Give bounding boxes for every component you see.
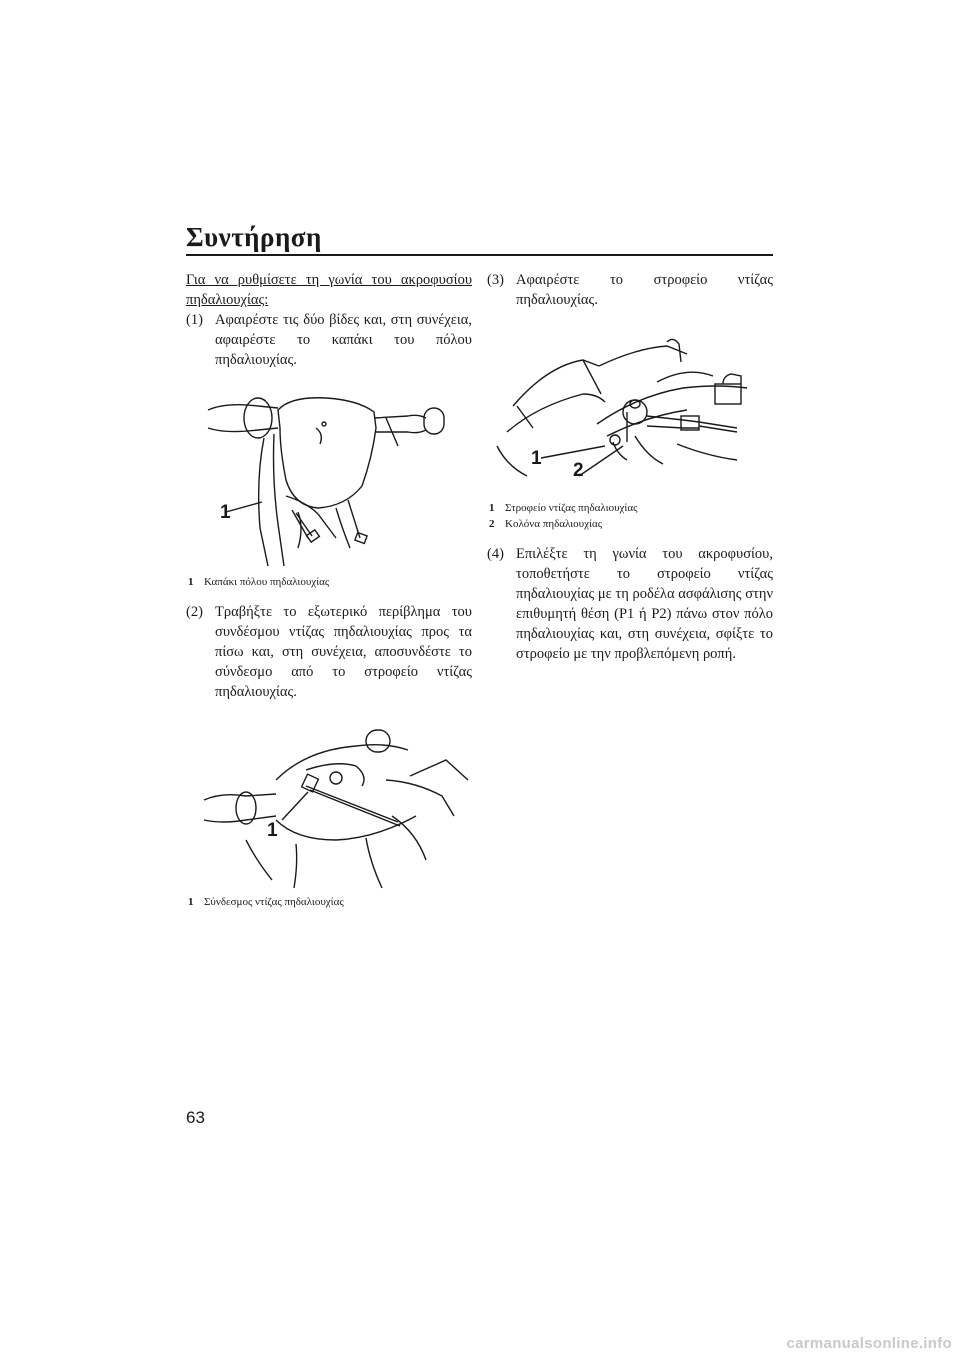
step-1 — [186, 310, 472, 370]
step-4 — [487, 544, 773, 664]
right-column — [487, 270, 773, 664]
step-2 — [186, 602, 472, 702]
step-4-number: (4) — [487, 546, 504, 562]
steering-cable-illustration — [186, 720, 472, 890]
step-4-text: Επιλέξτε τη γωνία του ακροφυσίου, τοποθετήστε το στροφείο ντίζας πηδαλιουχίας με τη ροδέλα ασφάλισης στην επιθυμητή θέση (P1 ή P2) πάνω στον πόλο πηδαλιουχίας και, στη συνέχεια, σφίξτε το στροφείο με την προβλεπόμενη ροπή. — [516, 546, 773, 662]
step-2-number: (2) — [186, 604, 203, 620]
figure-1-caption-number: 1 — [188, 576, 194, 588]
title-rule — [186, 254, 773, 256]
figure-1-caption — [186, 574, 472, 590]
figure-2-caption-text: Σύνδεσμος ντίζας πηδαλιουχίας — [204, 896, 344, 908]
figure-handlebar-cover — [186, 388, 472, 568]
figure-3-callout-1: 1 — [531, 448, 542, 469]
section-heading: Για να ρυθμίσετε τη γωνία του ακροφυσίου πηδαλιουχίας: — [186, 272, 472, 308]
figure-3-caption-1 — [487, 500, 773, 516]
figure-3-caption-1-number: 1 — [489, 502, 495, 514]
step-1-text: Αφαιρέστε τις δύο βίδες και, στη συνέχεια, αφαιρέστε το καπάκι του πόλου πηδαλιουχίας. — [215, 312, 472, 368]
cable-swivel-illustration — [487, 336, 773, 494]
step-1-number: (1) — [186, 312, 203, 328]
figure-2-callout-1: 1 — [267, 820, 278, 841]
page-number: 63 — [186, 1108, 205, 1127]
figure-cable-swivel — [487, 336, 773, 494]
figure-1-caption-text: Καπάκι πόλου πηδαλιουχίας — [204, 576, 330, 588]
figure-3-caption-1-text: Στροφείο ντίζας πηδαλιουχίας — [505, 502, 638, 514]
watermark: carmanualsonline.info — [786, 1335, 952, 1352]
figure-3-caption-2-text: Κολόνα πηδαλιουχίας — [505, 518, 603, 530]
figure-2-caption — [186, 894, 472, 910]
page-title: Συντήρηση — [186, 222, 322, 252]
figure-2-caption-number: 1 — [188, 896, 194, 908]
figure-3-callout-2: 2 — [573, 460, 584, 481]
figure-1-callout-1: 1 — [220, 502, 231, 523]
step-2-text: Τραβήξτε το εξωτερικό περίβλημα του συνδέσμου ντίζας πηδαλιουχίας προς τα πίσω και, στη συνέχεια, αποσυνδέστε το σύνδεσμο από το στροφείο ντίζας πηδαλιουχίας. — [215, 604, 472, 700]
handlebar-cover-illustration — [186, 388, 472, 568]
step-3 — [487, 270, 773, 310]
step-3-text: Αφαιρέστε το στροφείο ντίζας πηδαλιουχίας. — [516, 272, 773, 308]
step-3-number: (3) — [487, 272, 504, 288]
figure-3-caption-2-number: 2 — [489, 518, 495, 530]
figure-3-caption-2 — [487, 516, 773, 532]
left-column — [186, 270, 472, 910]
figure-steering-cable-joint — [186, 720, 472, 890]
